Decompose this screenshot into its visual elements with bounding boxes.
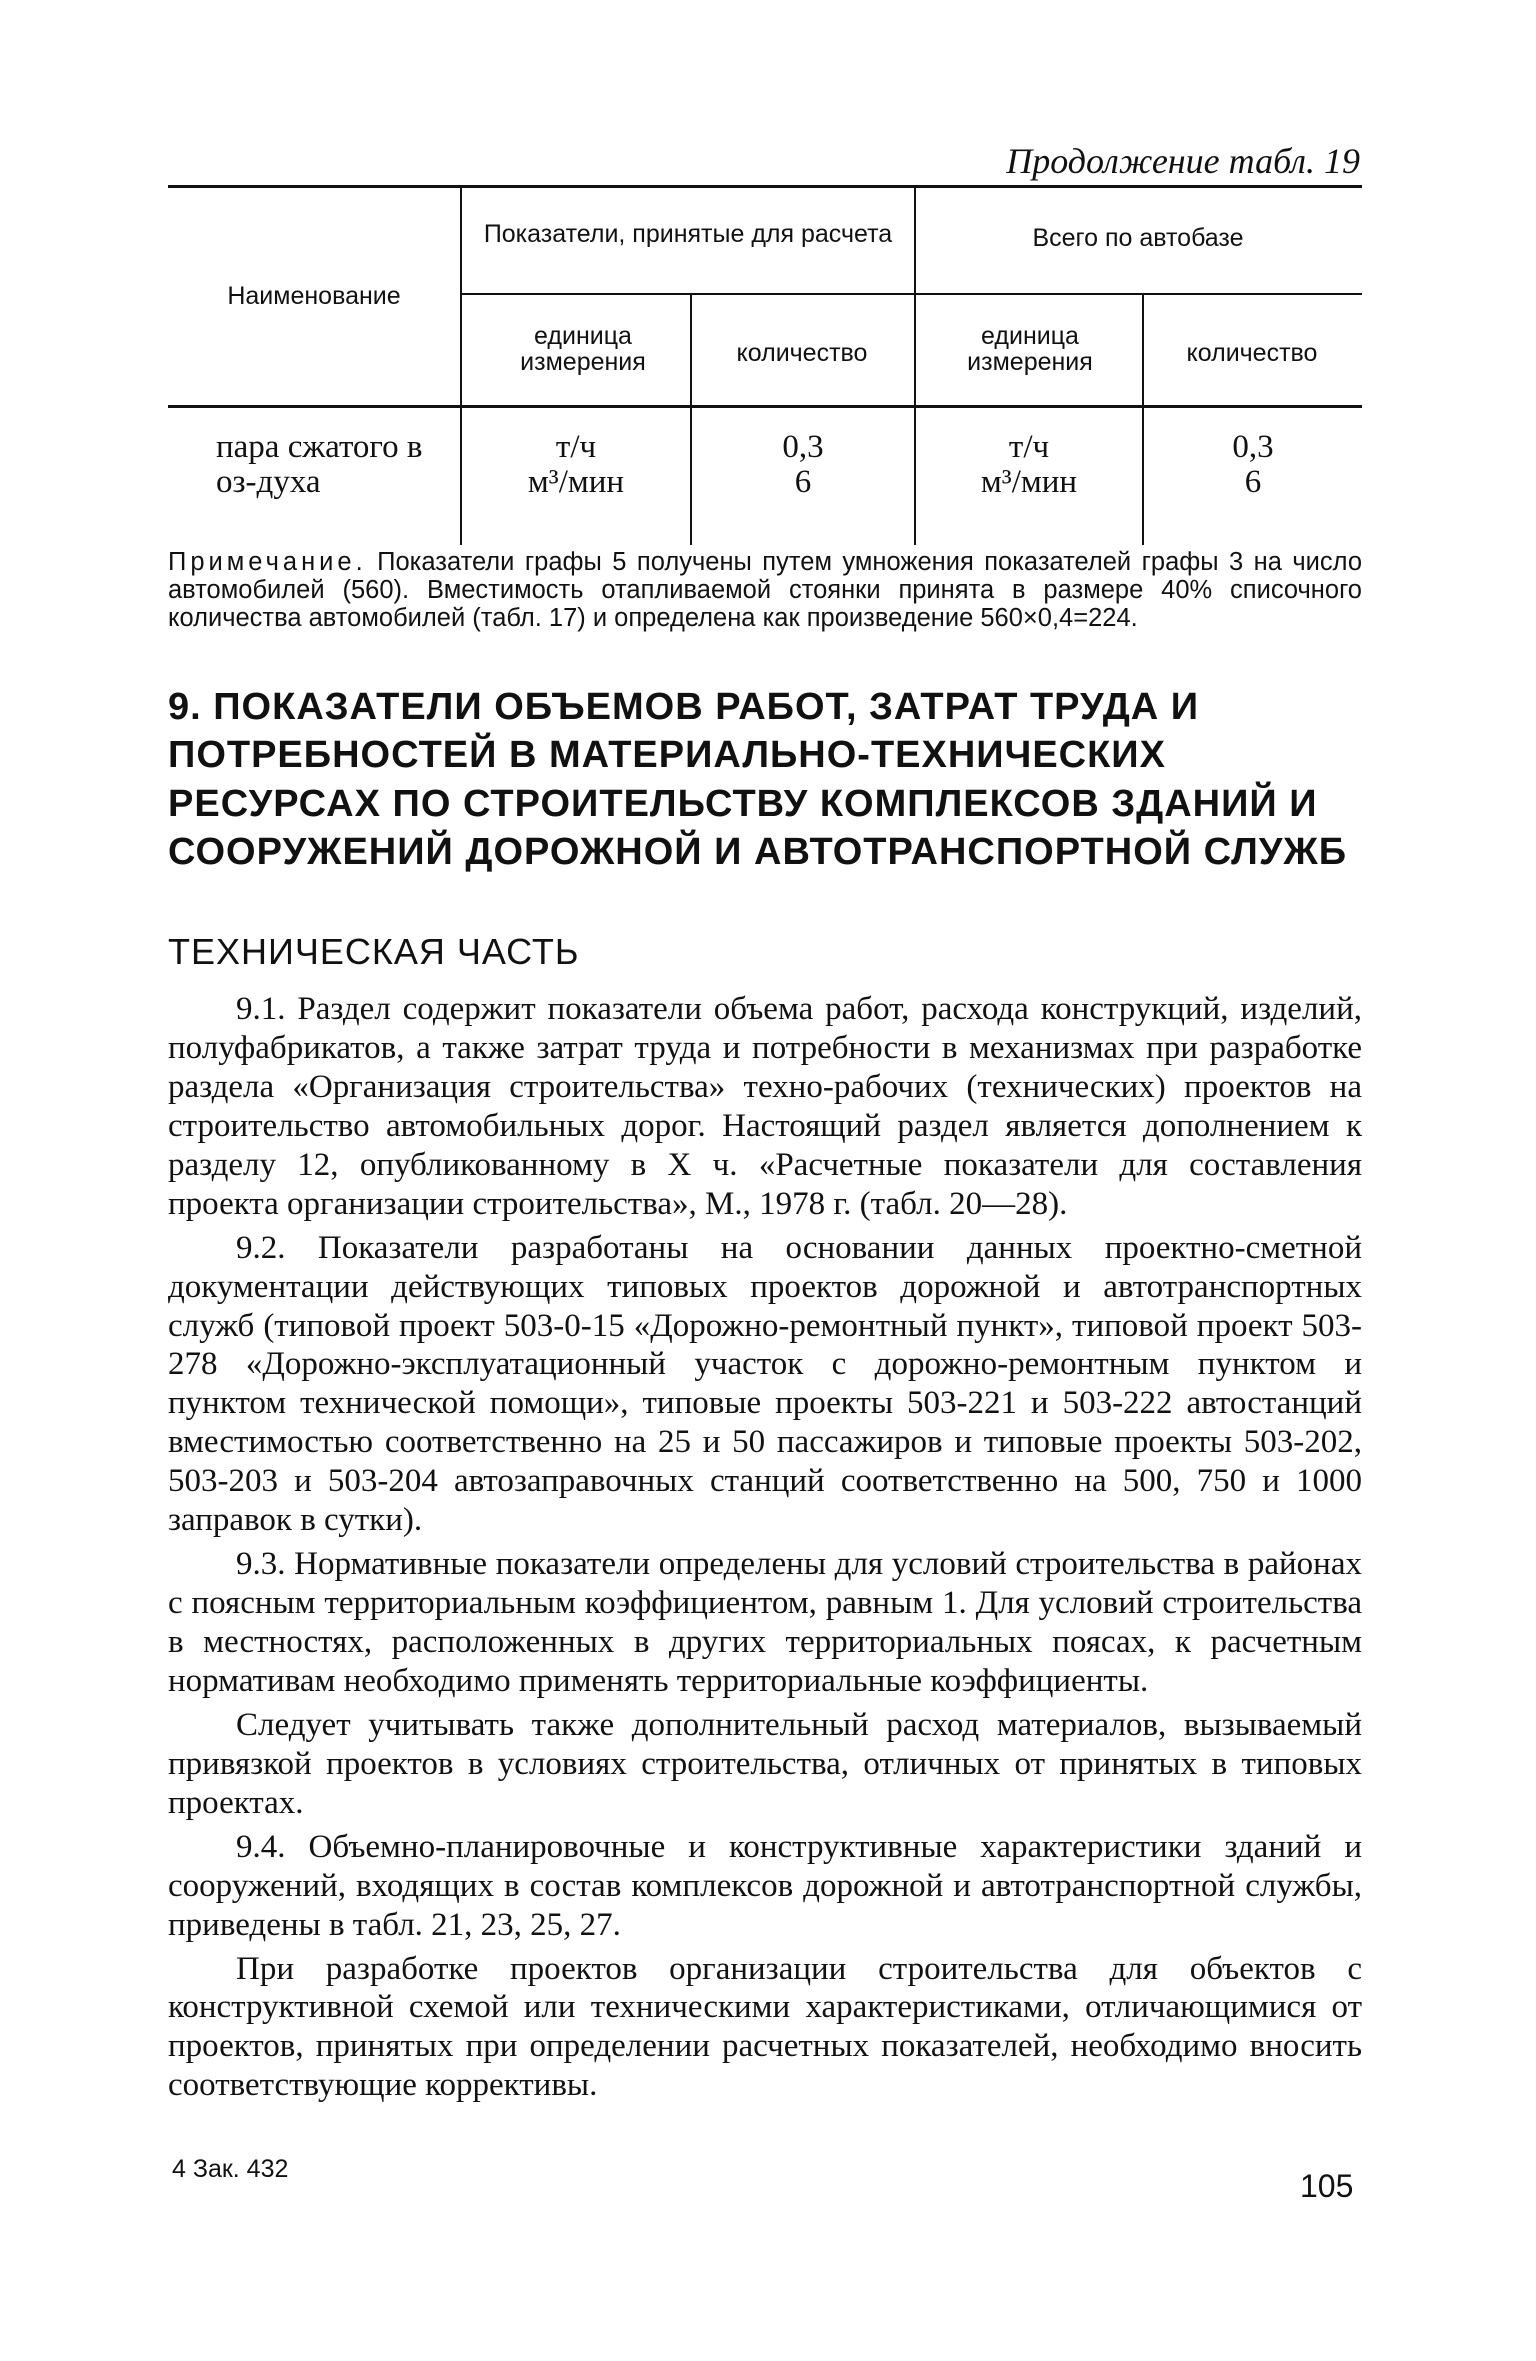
row-calc-units: т/ч м³/мин (527, 429, 625, 500)
table-mid-rule (462, 293, 1362, 295)
page-number: 105 (1300, 2168, 1354, 2204)
header-calc-group: Показатели, принятые для расчета (483, 220, 893, 248)
paragraph: 9.4. Объемно-планировочные и конструктивные характеристики зданий и сооружений, входящих в состав комплексов дорожной и автотранспортной службы, приведены в табл. 21, 23, 25, 27. (168, 1828, 1362, 1943)
section-title: 9. ПОКАЗАТЕЛИ ОБЪЕМОВ РАБОТ, ЗАТРАТ ТРУДА И ПОТРЕБНОСТЕЙ В МАТЕРИАЛЬНО-ТЕХНИЧЕСКИХ РЕСУРСАХ ПО СТРОИТЕЛЬСТВУ КОМПЛЕКСОВ ЗДАНИЙ И СООРУЖЕНИЙ ДОРОЖНОЙ И АВТОТРАНСПОРТНОЙ СЛУЖБ (168, 686, 1348, 873)
table-continuation-caption: Продолжение табл. 19 (1006, 141, 1360, 181)
table-header-bottom-rule (168, 405, 1362, 408)
header-total-unit: единица измерения (967, 322, 1093, 377)
section-subtitle: ТЕХНИЧЕСКАЯ ЧАСТЬ (168, 931, 580, 972)
body-text (168, 990, 1362, 2110)
paragraph: Следует учитывать также дополнительный расход материалов, вызываемый привязкой проектов в условиях строительства, отличных от принятых в типовых проектах. (168, 1706, 1362, 1821)
header-total-quantity: количество (1186, 339, 1318, 367)
row-total-values: 0,3 6 (1232, 429, 1274, 500)
row-total-units: т/ч м³/мин (980, 429, 1078, 500)
header-calc-quantity: количество (736, 339, 868, 367)
row-name: пара сжатого воз-духа (216, 429, 423, 500)
paragraph: 9.1. Раздел содержит показатели объема работ, расхода конструкций, изделий, полуфабрикатов, а также затрат труда и потребности в механизмах при разработке раздела «Организация строительства» техно-рабочих (технических) проектов на строительство автомобильных дорог. Настоящий раздел является дополнением к разделу 12, опубликованному в X ч. «Расчетные показатели для составления проекта организации строительства», М., 1978 г. (табл. 20—28). (168, 991, 1362, 1222)
header-name: Наименование (227, 282, 401, 310)
table-vline-4 (1142, 293, 1144, 545)
note-text: Показатели графы 5 получены путем умножения показателей графы 3 на число автомобилей (560). Вместимость отапливаемой стоянки принята в размере 40% списочного количества автомобилей (табл. 17) и определена как произведение 560×0,4=224. (168, 548, 1362, 633)
header-total-group: Всего по автобазе (1032, 224, 1244, 252)
data-table (168, 185, 1362, 545)
header-calc-unit: единица измерения (520, 322, 646, 377)
note-label: Примечание. (168, 548, 367, 576)
paragraph: 9.2. Показатели разработаны на основании данных проектно-сметной документации действующих типовых проектов дорожной и автотранспортных служб (типовой проект 503-0-15 «Дорожно-ремонтный пункт», типовой проект 503-278 «Дорожно-эксплуатационный участок с дорожно-ремонтным пунктом и пунктом технической помощи», типовые проекты 503-221 и 503-222 автостанций вместимостью соответственно на 25 и 50 пассажиров и типовые проекты 503-202, 503-203 и 503-204 автозаправочных станций соответственно на 500, 750 и 1000 заправок в сутки). (168, 1229, 1362, 1539)
paragraph: При разработке проектов организации строительства для объектов с конструктивной схемой или техническими характеристиками, отличающимися от проектов, принятых при определении расчетных показателей, необходимо вносить соответствующие коррективы. (168, 1950, 1362, 2104)
table-note (168, 548, 1362, 632)
table-vline-3 (690, 293, 692, 545)
paragraph: 9.3. Нормативные показатели определены для условий строительства в районах с поясным территориальным коэффициентом, равным 1. Для условий строительства в местностях, расположенных в других территориальных поясах, к расчетным нормативам необходимо применять территориальные коэффициенты. (168, 1546, 1362, 1699)
row-calc-values: 0,3 6 (782, 429, 824, 500)
print-order-number: 4 Зак. 432 (172, 2155, 289, 2183)
table-top-rule (168, 185, 1362, 188)
